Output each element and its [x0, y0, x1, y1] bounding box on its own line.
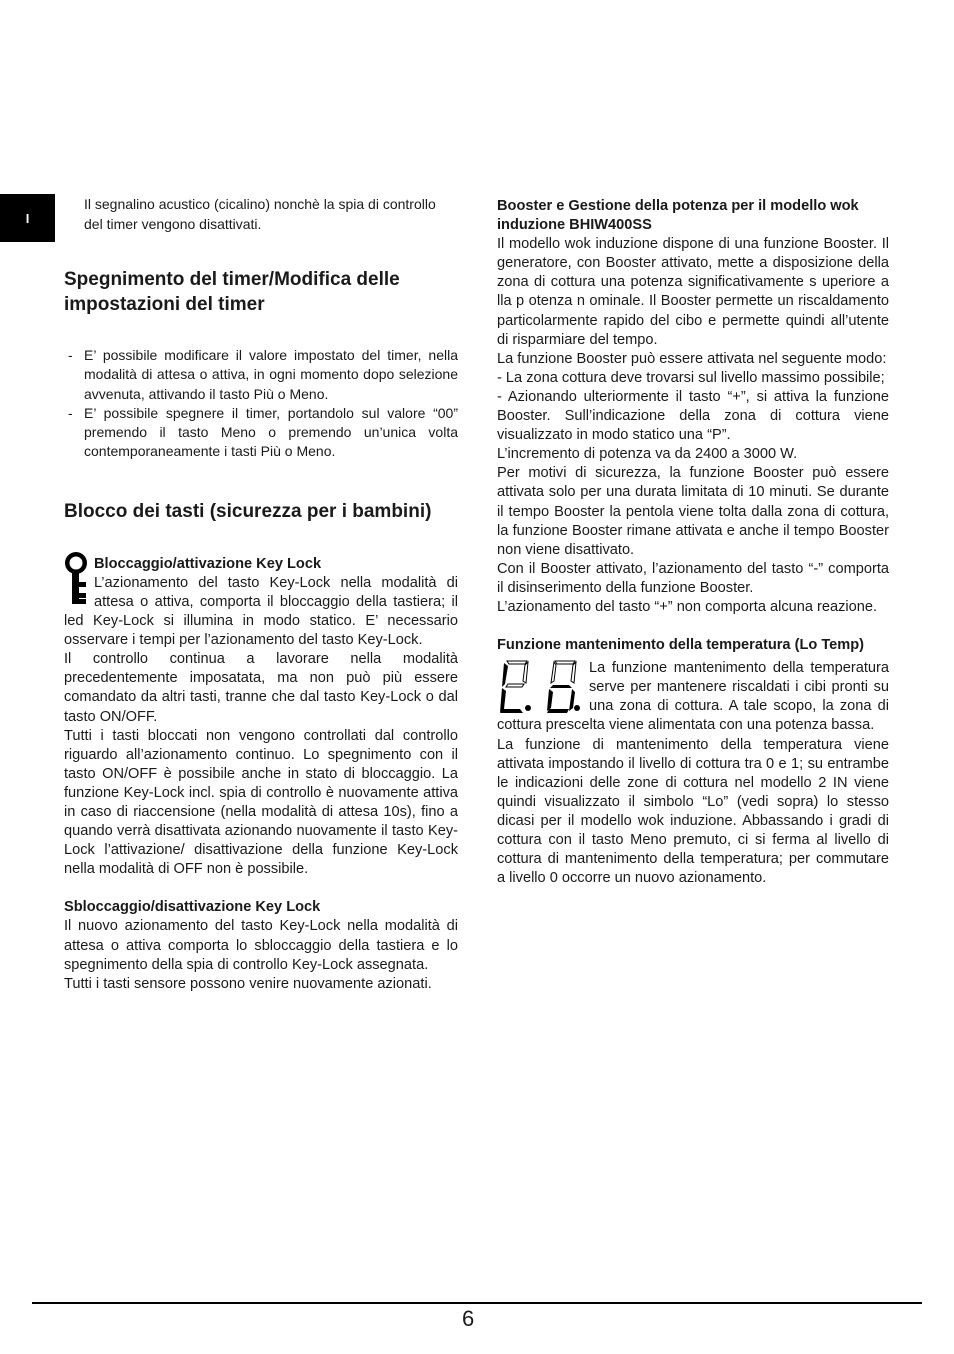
left-column	[64, 194, 458, 994]
lotemp-section	[497, 659, 889, 888]
unlock-paragraph: Il nuovo azionamento del tasto Key-Lock nella modalità di attesa o attiva comporta lo sbloccaggio della tastiera e lo spegnimento della spia di controllo Key-Lock assegnata.	[64, 918, 458, 973]
footer-divider	[32, 1302, 922, 1304]
booster-paragraph: Per motivi di sicurezza, la funzione Booster può essere attivata solo per una durata limitata di 10 minuti. Se durante il tempo Booster la pentola viene tolta dalla zona di cottura, la funzione Booster rimane attivata e anche il tempo Booster non viene disattivato.	[497, 465, 889, 558]
booster-paragraph: Con il Booster attivato, l’azionamento del tasto “-” comporta il disinserimento della funzione Booster.	[497, 560, 889, 596]
booster-paragraph: - Azionando ulteriormente il tasto “+”, si attiva la funzione Booster. Sull’indicazione della zona di cottura viene visualizzato in modo statico una “P”.	[497, 388, 889, 444]
keylock-paragraph: Tutti i tasti bloccati non vengono controllati dal controllo riguardo all’azionamento continuo. Lo spegnimento con il tasto ON/OFF è possibile anche in stato di bloccaggio. La funzione Key-Lock incl. spia di controllo è nuovamente attiva in caso di riaccensione (nella modalità di attesa 10s), fino a quando verrà disattivata azionando nuovamente il tasto Key-Lock l’attivazione/ disattivazione della funzione Key-Lock nella modalità di OFF non è possibile.	[64, 727, 458, 878]
booster-paragraph: Il modello wok induzione dispone di una funzione Booster. Il generatore, con Booster attivato, mette a disposizione della zona di cottura una potenza significativamente s uperiore a lla p otenza n ominale. Il Booster permette un riscaldamento particolarmente rapido del cibo e permette quindi all’utente di risparmiare del tempo.	[497, 236, 889, 348]
lotemp-paragraph: La funzione mantenimento della temperatura serve per mantenere riscaldati i cibi pronti su una zona di cottura. A tale scopo, la zona di cottura prescelta viene alimentata con una potenza bassa.	[497, 660, 889, 734]
booster-heading: Booster e Gestione della potenza per il modello wok induzione BHIW400SS	[497, 198, 859, 234]
list-item: - E’ possibile modificare il valore impostato del timer, nella modalità di attesa o attiva, in ogni momento dopo selezione avvenuta, attivando il tasto Più o Meno.	[68, 347, 458, 402]
right-column	[497, 197, 889, 888]
keylock-paragraph: Il controllo continua a lavorare nella modalità precedentemente imposatata, ma non può più essere comandato da altri tasti, tranne che dal tasto Key-Lock o dal tasto ON/OFF.	[64, 651, 458, 725]
booster-paragraph: L’azionamento del tasto “+” non comporta alcuna reazione.	[497, 598, 878, 615]
keylock-heading: Blocco dei tasti (sicurezza per i bambini)	[64, 500, 432, 522]
unlock-paragraph: Tutti i tasti sensore possono venire nuovamente azionati.	[64, 975, 432, 992]
language-tab	[0, 194, 55, 242]
booster-paragraph: La funzione Booster può essere attivata nel seguente modo:	[497, 350, 887, 367]
lotemp-paragraph: La funzione di mantenimento della temperatura viene attivata impostando il livello di cottura tra 0 e 1; su entrambe le indicazioni delle zone di cottura nel modello 2 IN viene quindi visualizzato il simbolo “Lo” (vedi sopra) lo stesso dicasi per il modello wok induzione. Abbassando i gradi di cottura con il tasto Meno premuto, ci si ferma al livello di cottura di mantenimento della temperatura; per commutare a livello 0 occorre un nuovo azionamento.	[497, 736, 889, 887]
unlock-heading: Sbloccaggio/disattivazione Key Lock	[64, 899, 321, 916]
timer-list	[64, 346, 458, 462]
booster-paragraph: - La zona cottura deve trovarsi sul livello massimo possibile;	[497, 369, 885, 386]
keylock-subheading: Bloccaggio/attivazione Key Lock	[94, 555, 322, 572]
booster-paragraph: L’incremento di potenza va da 2400 a 3000 W.	[497, 446, 798, 463]
keylock-section	[64, 555, 458, 880]
lotemp-heading: Funzione mantenimento della temperatura (Lo Temp)	[497, 637, 865, 654]
seven-segment-lo-icon	[497, 659, 585, 713]
keylock-paragraph: L’azionamento del tasto Key-Lock nella modalità di attesa o attiva, comporta il bloccaggio della tastiera; il led Key-Lock si illumina in modo statico. E’ necessario osservare i tempi per l’azionamento del tasto Key-Lock.	[64, 574, 458, 649]
language-label: I	[25, 210, 30, 226]
key-icon	[62, 551, 92, 609]
page-number: 6	[462, 1306, 475, 1331]
intro-text: Il segnalino acustico (cicalino) nonchè la spia di controllo del timer vengono disattivati.	[84, 196, 436, 232]
timer-heading: Spegnimento del timer/Modifica delle impostazioni del timer	[64, 269, 400, 315]
list-item: - E’ possibile spegnere il timer, portandolo sul valore “00” premendo il tasto Meno o premendo un’unica volta contemporaneamente i tasti Più o Meno.	[68, 404, 458, 460]
